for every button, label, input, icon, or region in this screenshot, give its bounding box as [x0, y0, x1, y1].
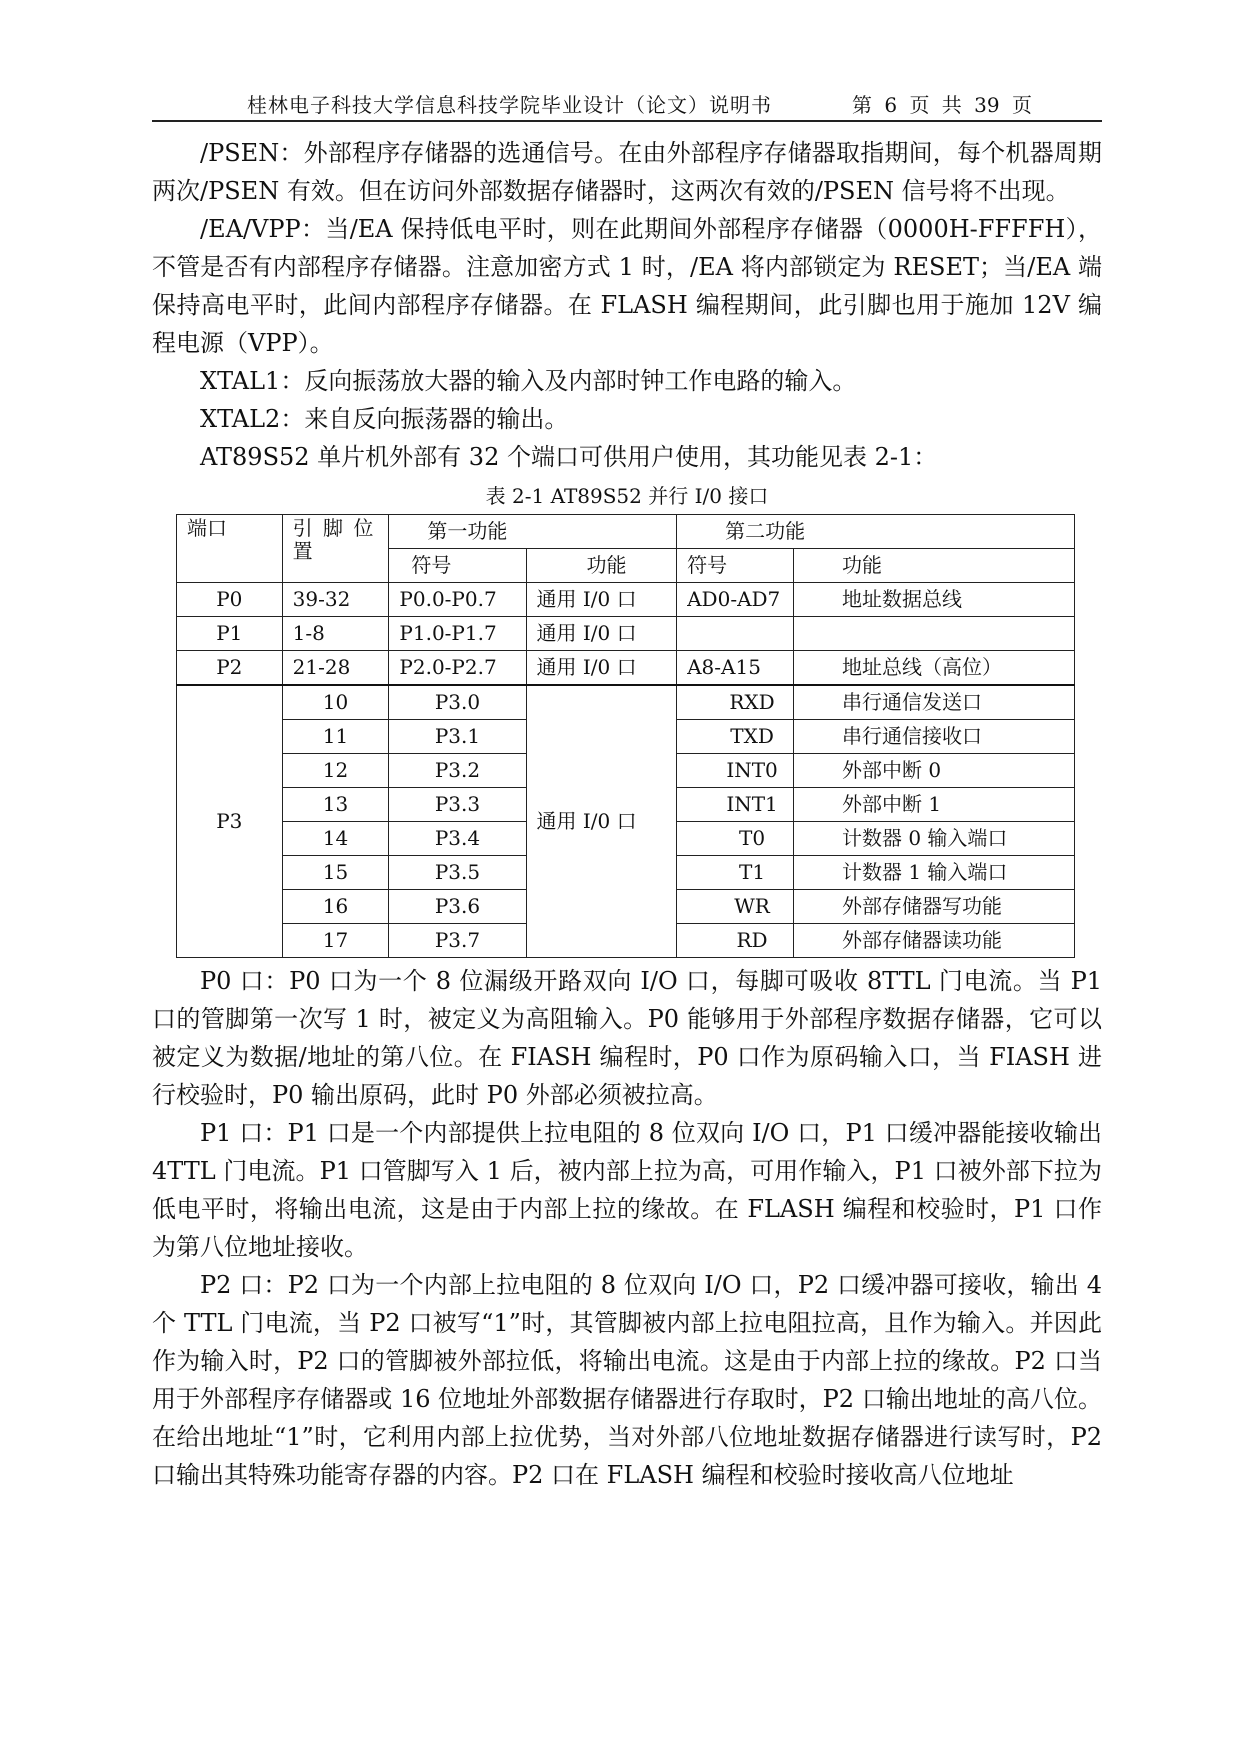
cell-symbol-1: P0.0-P0.7 — [389, 583, 526, 617]
cell-function-1: 通用 I/0 口 — [526, 651, 677, 686]
cell-function-1-p3: 通用 I/0 口 — [526, 685, 677, 958]
cell-port: P1 — [177, 617, 283, 651]
cell-function-2: 串行通信发送口 — [793, 685, 1074, 720]
cell-pin: 15 — [282, 856, 389, 890]
cell-function-1: 通用 I/0 口 — [526, 617, 677, 651]
cell-symbol-1: P3.5 — [389, 856, 526, 890]
cell-function-2 — [793, 617, 1074, 651]
paragraph-p0: P0 口：P0 口为一个 8 位漏级开路双向 I/O 口，每脚可吸收 8TTL 门电流。当 P1 口的管脚第一次写 1 时，被定义为高阻输入。P0 能够用于外部程序数据存储器，它可以被定义为数据/地址的第八位。在 FIASH 编程时，P0 口作为原码输入口，当 FIASH 进行校验时，P0 输出原码，此时 P0 外部必须被拉高。 — [152, 967, 1102, 1109]
cell-symbol-1: P3.1 — [389, 720, 526, 754]
cell-symbol-1: P3.3 — [389, 788, 526, 822]
cell-symbol-2: TXD — [677, 720, 794, 754]
cell-pin: 10 — [282, 685, 389, 720]
cell-symbol-1: P2.0-P2.7 — [389, 651, 526, 686]
cell-symbol-2: T0 — [677, 822, 794, 856]
cell-function-2: 计数器 0 输入端口 — [793, 822, 1074, 856]
cell-function-2: 外部中断 1 — [793, 788, 1074, 822]
cell-symbol-2: INT0 — [677, 754, 794, 788]
cell-symbol-1: P3.2 — [389, 754, 526, 788]
paragraph-p2: P2 口：P2 口为一个内部上拉电阻的 8 位双向 I/O 口，P2 口缓冲器可接收，输出 4 个 TTL 门电流，当 P2 口被写“1”时，其管脚被内部上拉电阻拉高，且作为输入。并因此作为输入时，P2 口的管脚被外部拉低，将输出电流。这是由于内部上拉的缘故。P2 口当用于外部程序存储器或 16 位地址外部数据存储器进行存取时，P2 口输出地址的高八位。在给出地址“1”时，它利用内部上拉优势，当对外部八位地址数据存储器进行读写时，P2 口输出其特殊功能寄存器的内容。P2 口在 FLASH 编程和校验时接收高八位地址 — [152, 1271, 1102, 1489]
header-second-function: 第二功能 — [677, 515, 1075, 549]
cell-symbol-1: P3.7 — [389, 924, 526, 958]
table-row — [177, 583, 1075, 617]
table-row — [177, 651, 1075, 686]
paragraph-xtal1: XTAL1：反向振荡放大器的输入及内部时钟工作电路的输入。 — [200, 367, 857, 395]
paragraph-p1: P1 口：P1 口是一个内部提供上拉电阻的 8 位双向 I/O 口，P1 口缓冲器能接收输出 4TTL 门电流。P1 口管脚写入 1 后，被内部上拉为高，可用作输入，P1 口被外部下拉为低电平时，将输出电流，这是由于内部上拉的缘故。在 FLASH 编程和校验时，P1 口作为第八位地址接收。 — [152, 1119, 1102, 1261]
header-first-function: 第一功能 — [389, 515, 677, 549]
header-symbol-2: 符号 — [677, 549, 794, 583]
header-symbol-1: 符号 — [389, 549, 526, 583]
cell-symbol-2: AD0-AD7 — [677, 583, 794, 617]
cell-function-1: 通用 I/0 口 — [526, 583, 677, 617]
cell-function-2: 地址总线（高位） — [793, 651, 1074, 686]
cell-symbol-2: T1 — [677, 856, 794, 890]
cell-symbol-1: P3.6 — [389, 890, 526, 924]
cell-pin: 21-28 — [282, 651, 389, 686]
header-page-number: 第 6 页 共 39 页 — [852, 93, 1032, 117]
cell-function-2: 地址数据总线 — [793, 583, 1074, 617]
cell-pin: 16 — [282, 890, 389, 924]
cell-symbol-2: A8-A15 — [677, 651, 794, 686]
paragraph-ports-intro: AT89S52 单片机外部有 32 个端口可供用户使用，其功能见表 2-1： — [200, 443, 938, 471]
table-row — [177, 617, 1075, 651]
io-port-table — [176, 514, 1075, 958]
header-port: 端口 — [177, 515, 283, 583]
cell-pin: 13 — [282, 788, 389, 822]
cell-symbol-1: P1.0-P1.7 — [389, 617, 526, 651]
cell-pin: 1-8 — [282, 617, 389, 651]
cell-port-p3: P3 — [177, 685, 283, 958]
table-caption: 表 2-1 AT89S52 并行 I/0 接口 — [485, 484, 769, 508]
cell-function-2: 外部中断 0 — [793, 754, 1074, 788]
cell-symbol-2: WR — [677, 890, 794, 924]
header-function-1: 功能 — [526, 549, 677, 583]
paragraph-ea-vpp: /EA/VPP：当/EA 保持低电平时，则在此期间外部程序存储器（0000H-FFFFH），不管是否有内部程序存储器。注意加密方式 1 时，/EA 将内部锁定为 RESET；当/EA 端保持高电平时，此间内部程序存储器。在 FLASH 编程期间，此引脚也用于施加 12V 编程电源（VPP）。 — [152, 215, 1102, 357]
header-function-2: 功能 — [793, 549, 1074, 583]
cell-symbol-2 — [677, 617, 794, 651]
cell-symbol-2: RXD — [677, 685, 794, 720]
cell-symbol-2: RD — [677, 924, 794, 958]
page-header — [152, 86, 1102, 122]
table-row — [177, 685, 1075, 720]
cell-pin: 14 — [282, 822, 389, 856]
cell-pin: 39-32 — [282, 583, 389, 617]
header-title: 桂林电子科技大学信息科技学院毕业设计（论文）说明书 — [247, 93, 772, 117]
cell-port: P2 — [177, 651, 283, 686]
cell-symbol-1: P3.4 — [389, 822, 526, 856]
cell-port: P0 — [177, 583, 283, 617]
cell-pin: 17 — [282, 924, 389, 958]
paragraph-psen: /PSEN：外部程序存储器的选通信号。在由外部程序存储器取指期间，每个机器周期两次/PSEN 有效。但在访问外部数据存储器时，这两次有效的/PSEN 信号将不出现。 — [152, 139, 1102, 205]
header-pin: 引 脚 位置 — [282, 515, 389, 583]
cell-function-2: 外部存储器读功能 — [793, 924, 1074, 958]
paragraph-xtal2: XTAL2：来自反向振荡器的输出。 — [200, 405, 569, 433]
cell-function-2: 串行通信接收口 — [793, 720, 1074, 754]
cell-symbol-2: INT1 — [677, 788, 794, 822]
cell-pin: 11 — [282, 720, 389, 754]
cell-symbol-1: P3.0 — [389, 685, 526, 720]
cell-function-2: 计数器 1 输入端口 — [793, 856, 1074, 890]
cell-function-2: 外部存储器写功能 — [793, 890, 1074, 924]
cell-pin: 12 — [282, 754, 389, 788]
document-body — [152, 134, 1102, 1494]
